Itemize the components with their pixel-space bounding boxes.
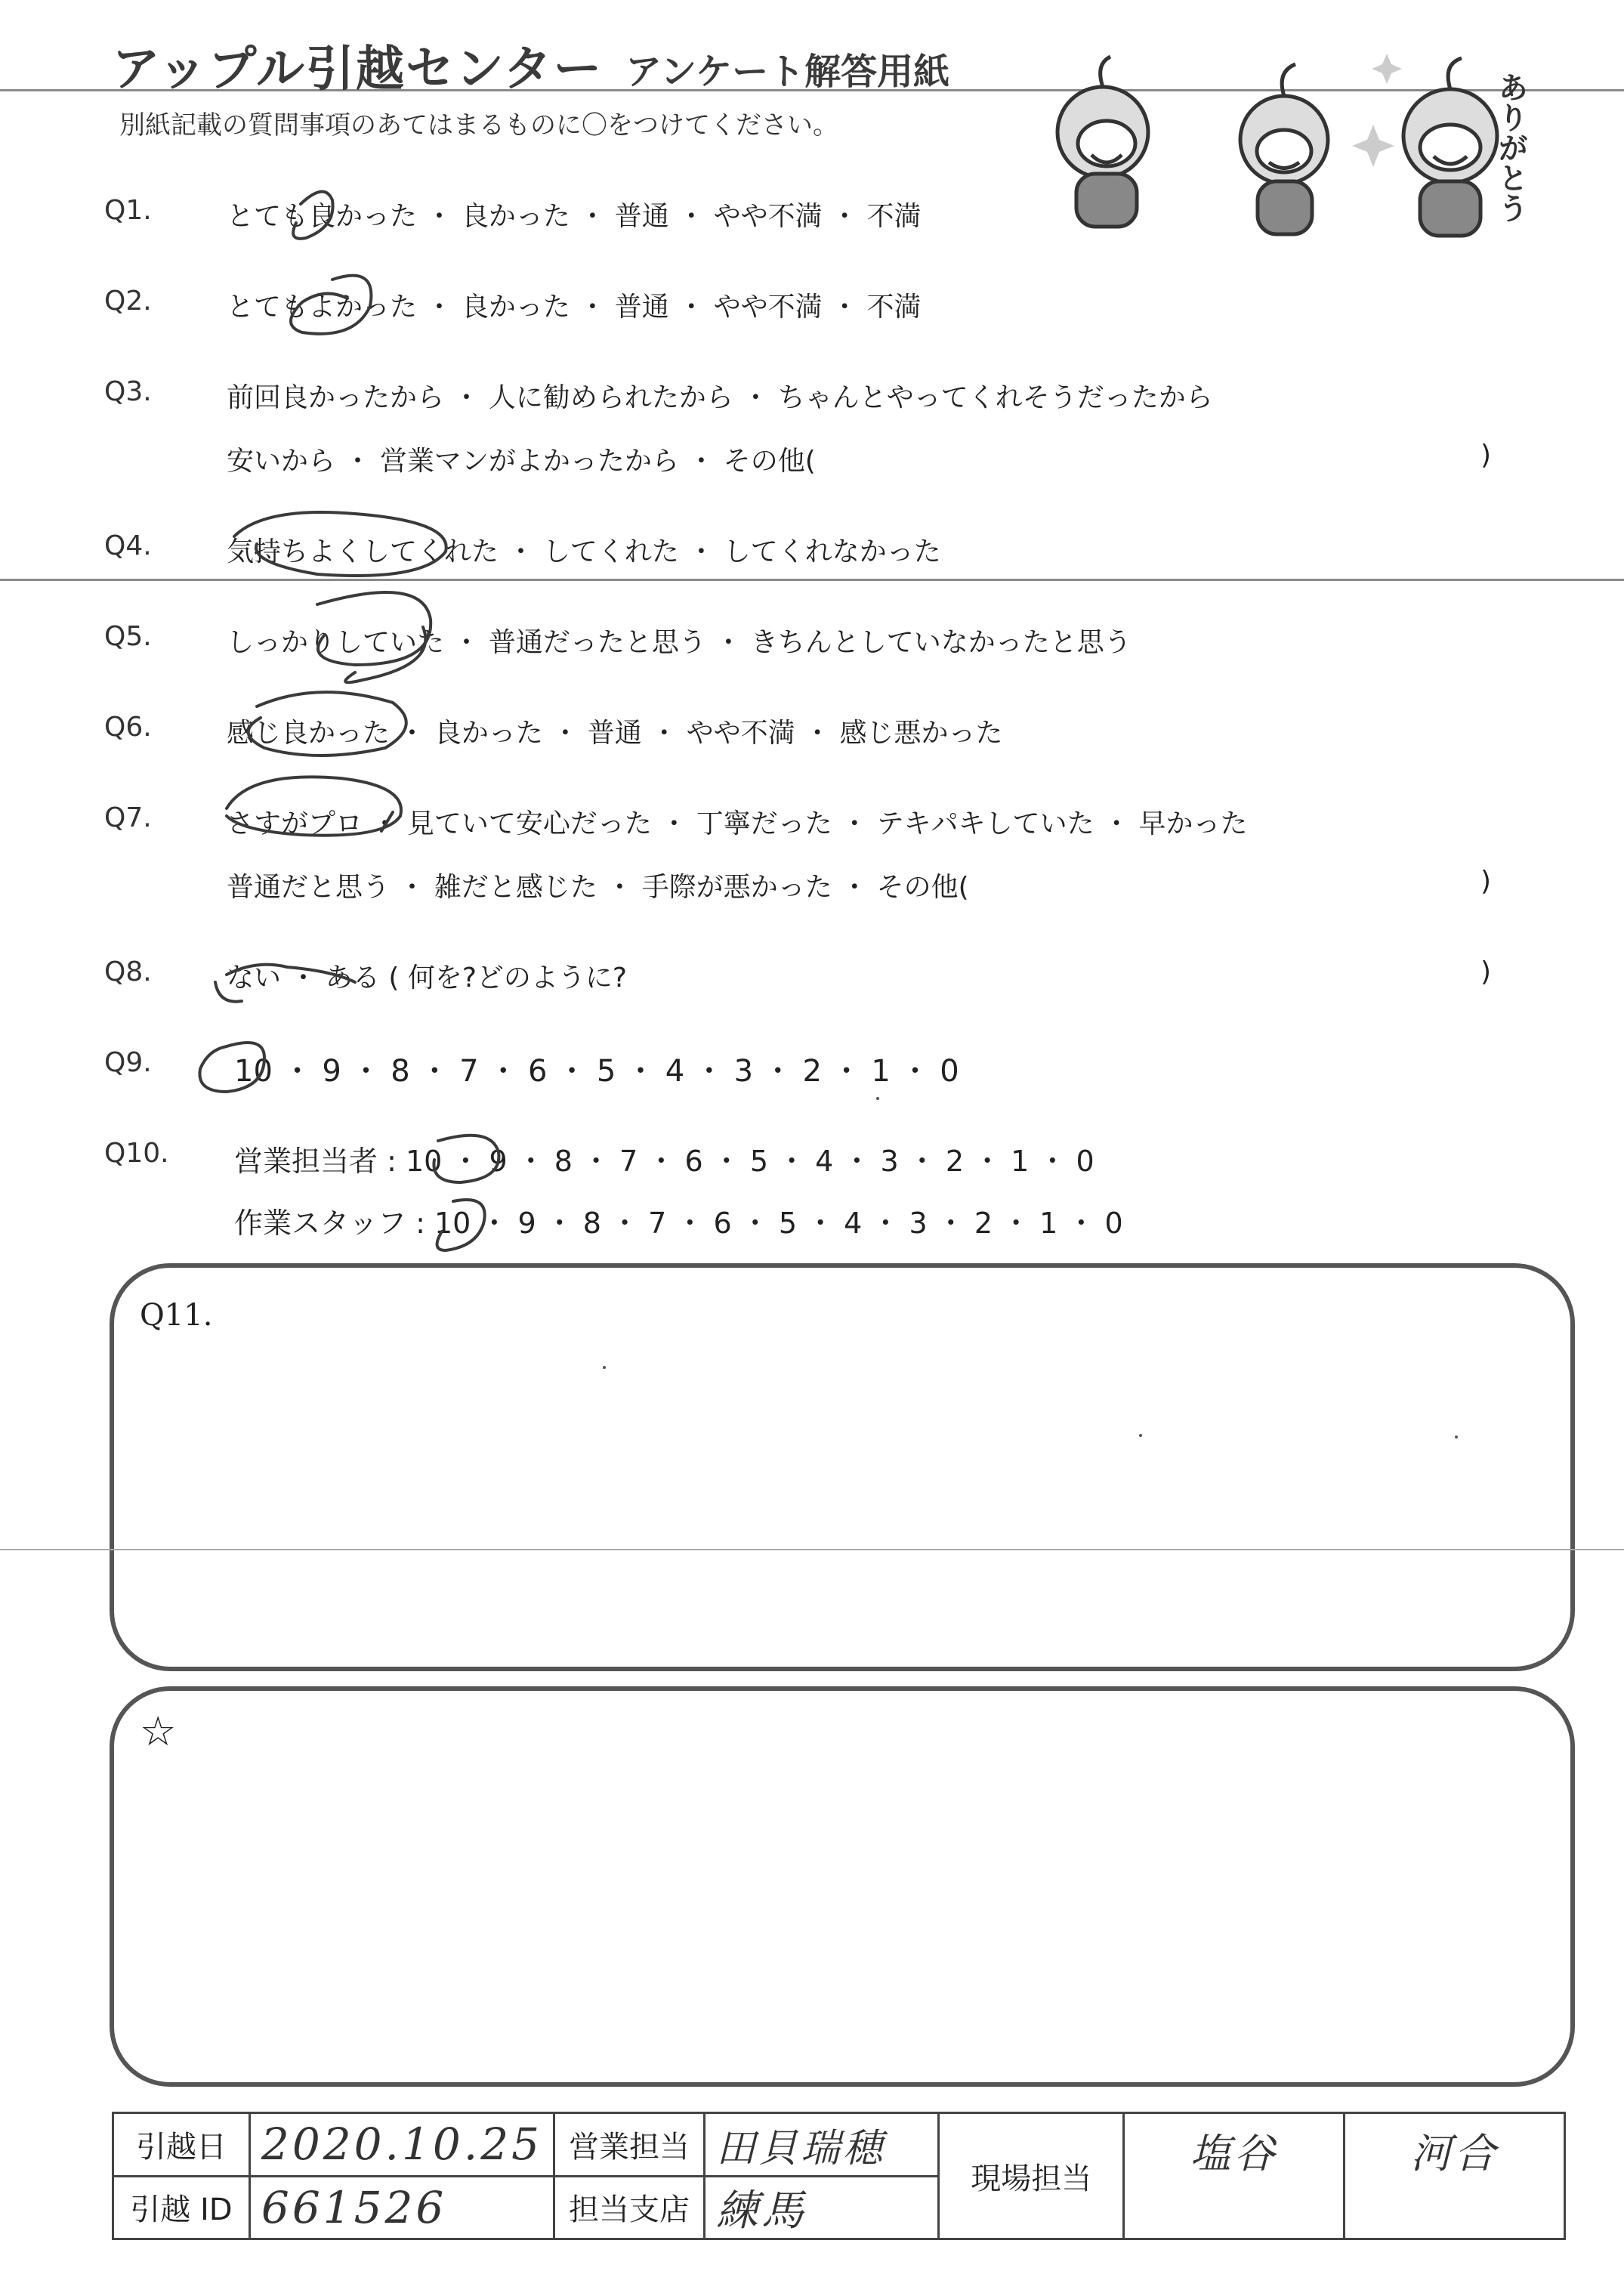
q3-label: Q3. <box>104 376 152 407</box>
scan-line <box>0 579 1624 581</box>
scan-speck <box>1139 1434 1142 1437</box>
q3-options-line2: 安いから ・ 営業マンがよかったから ・ その他( <box>227 446 816 477</box>
q10-sales-scale: 営業担当者 : 10 ・ 9 ・ 8 ・ 7 ・ 6 ・ 5 ・ 4 ・ 3 ・ 2 ・ 1 ・ 0 <box>234 1145 1095 1178</box>
q4-options: 気持ちよくしてくれた ・ してくれた ・ してくれなかった <box>227 536 941 567</box>
star-icon: ☆ <box>140 1707 177 1755</box>
q1-options: とても良かった ・ 良かった ・ 普通 ・ やや不満 ・ 不満 <box>227 201 922 232</box>
q11-comment-box[interactable] <box>110 1263 1575 1671</box>
q8-label: Q8. <box>104 956 152 987</box>
q5-options: しっかりしていた ・ 普通だったと思う ・ きちんとしていなかったと思う <box>227 627 1132 658</box>
move-date-label: 引越日 <box>113 2113 250 2177</box>
q7-options-line1: さすがプロ ・ 見ていて安心だった ・ 丁寧だった ・ テキパキしていた ・ 早かった <box>227 808 1248 839</box>
onsite-staff-value-1: 塩谷 <box>1190 2130 1278 2177</box>
sales-staff-label: 営業担当 <box>554 2113 705 2177</box>
branch-label: 担当支店 <box>554 2176 705 2239</box>
scan-line <box>0 1549 1624 1550</box>
instruction-text: 別紙記載の質問事項のあてはまるものに〇をつけてください。 <box>119 110 838 141</box>
branch-value: 練馬 <box>716 2186 807 2236</box>
q6-options: 感じ良かった ・ 良かった ・ 普通 ・ やや不満 ・ 感じ悪かった <box>227 718 1003 749</box>
q10-staff-scale: 作業スタッフ : 10 ・ 9 ・ 8 ・ 7 ・ 6 ・ 5 ・ 4 ・ 3 ・ 2 ・ 1 ・ 0 <box>234 1207 1123 1240</box>
q2-options: とてもよかった ・ 良かった ・ 普通 ・ やや不満 ・ 不満 <box>227 292 922 323</box>
onsite-staff-label: 現場担当 <box>939 2113 1124 2239</box>
mascot-thanks-text: ありがとう <box>1493 72 1528 223</box>
onsite-staff-value-2: 河合 <box>1410 2130 1499 2177</box>
scan-speck <box>1455 1435 1458 1439</box>
star-comment-box[interactable] <box>110 1686 1575 2087</box>
q10-label: Q10. <box>104 1138 169 1169</box>
q1-label: Q1. <box>104 195 152 226</box>
scan-speck <box>603 1366 606 1369</box>
q3-close-paren: ) <box>1480 440 1492 471</box>
q8-options: ない ・ ある ( 何を?どのように? <box>227 963 628 994</box>
q11-label: Q11. <box>140 1298 213 1333</box>
q2-label: Q2. <box>104 286 152 317</box>
move-info-table <box>112 2112 1566 2240</box>
q7-label: Q7. <box>104 802 152 833</box>
q8-close-paren: ) <box>1480 956 1492 987</box>
sales-staff-value: 田貝瑞穂 <box>716 2125 886 2171</box>
q7-close-paren: ) <box>1480 866 1492 897</box>
company-title: アップル引越センター <box>112 42 604 97</box>
q6-label: Q6. <box>104 712 152 743</box>
q3-options-line1: 前回良かったから ・ 人に勧められたから ・ ちゃんとやってくれそうだったから <box>227 382 1213 413</box>
q9-scale: 10 ・ 9 ・ 8 ・ 7 ・ 6 ・ 5 ・ 4 ・ 3 ・ 2 ・ 1 ・ 0 <box>234 1054 959 1089</box>
scan-speck <box>876 1097 879 1100</box>
q5-label: Q5. <box>104 621 152 652</box>
monkey-mascot-illustration <box>1035 42 1564 253</box>
form-subtitle: アンケート解答用紙 <box>625 51 950 93</box>
move-id-label: 引越 ID <box>113 2176 250 2239</box>
move-date-value: 2020.10.25 <box>261 2118 543 2171</box>
q4-label: Q4. <box>104 530 152 561</box>
q9-label: Q9. <box>104 1047 152 1078</box>
move-id-value: 661526 <box>261 2181 447 2233</box>
q7-options-line2: 普通だと思う ・ 雑だと感じた ・ 手際が悪かった ・ その他( <box>227 872 969 903</box>
